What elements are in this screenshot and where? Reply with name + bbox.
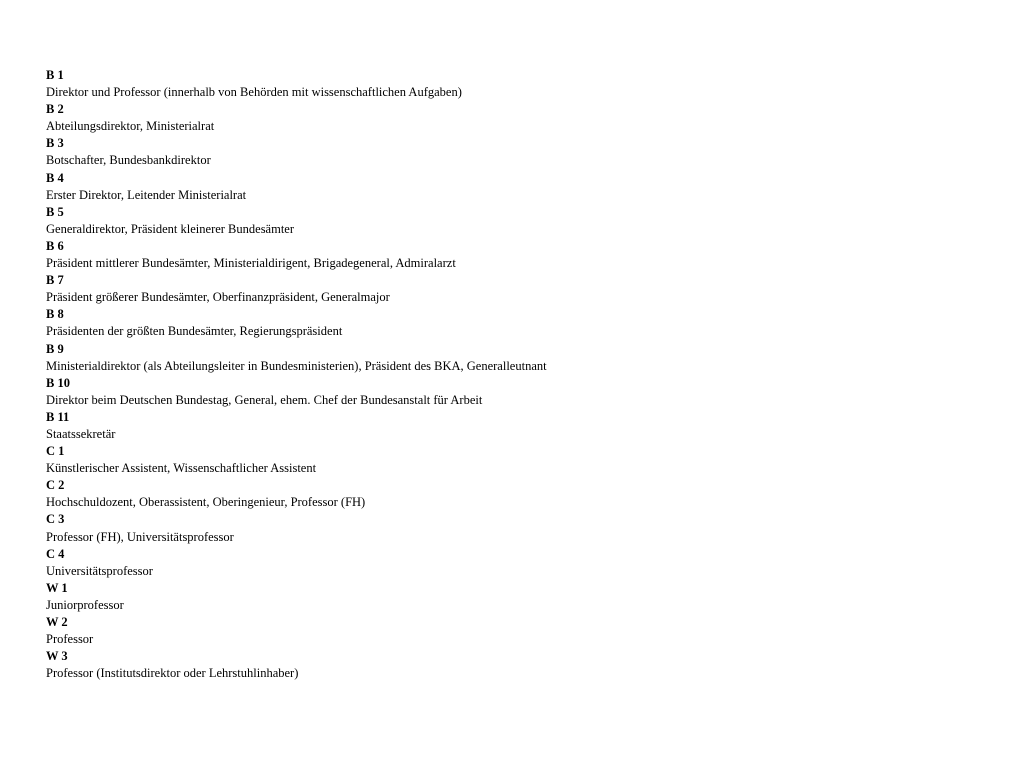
entry-b1	[46, 67, 547, 101]
grade-description: Professor	[46, 632, 94, 647]
grade-label: C 4	[46, 546, 65, 561]
entry-c3	[46, 511, 547, 545]
grade-label: B 10	[46, 375, 70, 390]
grade-label: C 3	[46, 512, 65, 527]
entry-b6	[46, 238, 547, 272]
entry-b2	[46, 101, 547, 135]
grade-description: Juniorprofessor	[46, 597, 124, 612]
entry-b4	[46, 170, 547, 204]
grade-label: B 6	[46, 238, 64, 253]
grade-description: Professor (Institutsdirektor oder Lehrstuhlinhaber)	[46, 666, 299, 681]
grade-description: Präsident mittlerer Bundesämter, Ministerialdirigent, Brigadegeneral, Admiralarzt	[46, 256, 456, 271]
grade-description: Professor (FH), Universitätsprofessor	[46, 529, 234, 544]
grade-label: B 4	[46, 170, 64, 185]
grade-label: W 1	[46, 580, 68, 595]
entry-w3	[46, 648, 547, 682]
grade-label: C 2	[46, 478, 65, 493]
entry-b7	[46, 272, 547, 306]
grade-description: Hochschuldozent, Oberassistent, Oberingenieur, Professor (FH)	[46, 495, 366, 510]
grade-description: Generaldirektor, Präsident kleinerer Bundesämter	[46, 221, 295, 236]
grade-label: B 9	[46, 341, 64, 356]
grade-description: Abteilungsdirektor, Ministerialrat	[46, 119, 215, 134]
entry-b9	[46, 341, 547, 375]
grade-description: Direktor und Professor (innerhalb von Behörden mit wissenschaftlichen Aufgaben)	[46, 85, 462, 100]
grade-description: Präsidenten der größten Bundesämter, Regierungspräsident	[46, 324, 343, 339]
grade-label: B 7	[46, 273, 64, 288]
entry-b5	[46, 204, 547, 238]
grade-label: W 3	[46, 649, 68, 664]
grade-description: Erster Direktor, Leitender Ministerialrat	[46, 187, 247, 202]
entry-w2	[46, 614, 547, 648]
grade-label: B 5	[46, 204, 64, 219]
entry-b11	[46, 409, 547, 443]
document-body	[46, 67, 547, 682]
entry-c1	[46, 443, 547, 477]
grade-label: B 1	[46, 68, 64, 82]
grade-label: B 11	[46, 409, 70, 424]
grade-description: Präsident größerer Bundesämter, Oberfinanzpräsident, Generalmajor	[46, 290, 390, 305]
grade-description: Universitätsprofessor	[46, 563, 153, 578]
grade-label: W 2	[46, 615, 68, 629]
entry-c2	[46, 477, 547, 511]
grade-label: B 2	[46, 102, 64, 117]
grade-label: B 8	[46, 307, 64, 322]
entry-b3	[46, 135, 547, 169]
entry-b10	[46, 375, 547, 409]
grade-description: Ministerialdirektor (als Abteilungsleiter in Bundesministerien), Präsident des BKA, Generalleutnant	[46, 358, 547, 373]
grade-description: Künstlerischer Assistent, Wissenschaftlicher Assistent	[46, 461, 317, 476]
entry-c4	[46, 546, 547, 580]
grade-label: B 3	[46, 136, 64, 151]
grade-description: Botschafter, Bundesbankdirektor	[46, 153, 211, 168]
entry-b8	[46, 306, 547, 340]
grade-label: C 1	[46, 444, 65, 459]
grade-description: Staatssekretär	[46, 426, 116, 441]
entry-w1	[46, 580, 547, 614]
grade-description: Direktor beim Deutschen Bundestag, General, ehem. Chef der Bundesanstalt für Arbeit	[46, 392, 483, 407]
